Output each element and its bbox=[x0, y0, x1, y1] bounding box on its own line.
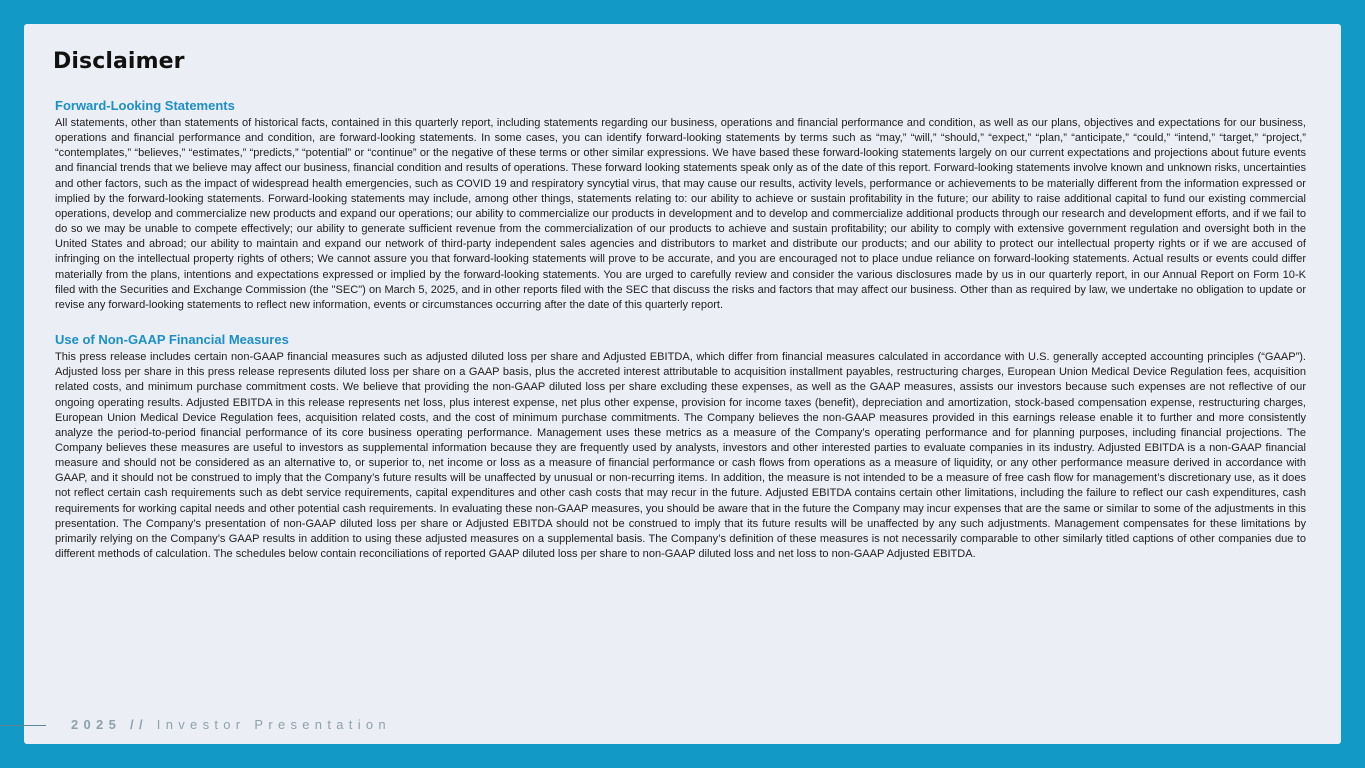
section-body-forward-looking: All statements, other than statements of historical facts, contained in this quarterly report, including statements regarding our business, operations and financial performance and condition, as well as our plans, objectives and expectations for our business, operations and financial performance and condition, are forward-looking statements. In some cases, you can identify forward-looking statements by terms such as “may,” “will,” “should,” “expect,” “plan,” “anticipate,” “could,” “intend,” “target,” “project,” “contemplates,” “believes,” “estimates,” “predicts,” “potential” or “continue” or the negative of these terms or other similar expressions. We have based these forward-looking statements largely on our current expectations and projections about future events and financial trends that we believe may affect our business, financial condition and results of operations. These forward looking statements speak only as of the date of this report. Forward-looking statements involve known and unknown risks, uncertainties and other factors, such as the impact of widespread health emergencies, such as COVID 19 and respiratory syncytial virus, that may cause our results, activity levels, performance or achievements to be materially different from the information expressed or implied by the forward-looking statements. Forward-looking statements may include, among other things, statements relating to: our ability to achieve or sustain profitability in the future; our ability to raise additional capital to fund our existing commercial operations, develop and commercialize new products and expand our operations; our ability to commercialize our products in development and to develop and commercialize additional products through our research and development efforts, and if we fail to do so we may be unable to compete effectively; our ability to generate sufficient revenue from the commercialization of our products to achieve and sustain profitability; our ability to comply with extensive government regulation and oversight both in the United States and abroad; our ability to maintain and expand our network of third-party independent sales agencies and distributors to market and distribute our products; and our ability to protect our intellectual property rights or if we are accused of infringing on the intellectual property rights of others; We cannot assure you that forward-looking statements will prove to be accurate, and you are encouraged not to place undue reliance on forward-looking statements. Actual results or events could differ materially from the plans, intentions and expectations expressed or implied by the forward-looking statements. You are urged to carefully review and consider the various disclosures made by us in our quarterly report, in our Annual Report on Form 10-K filed with the Securities and Exchange Commission (the "SEC") on March 5, 2025, and in other reports filed with the SEC that discuss the risks and factors that may affect our business. Other than as required by law, we undertake no obligation to update or revise any forward-looking statements to reflect new information, events or circumstances occurring after the date of this quarterly report. bbox=[55, 117, 1306, 311]
page-title: Disclaimer bbox=[53, 49, 185, 74]
forward-looking-section bbox=[55, 98, 1306, 313]
footer-label: Investor Presentation bbox=[156, 717, 391, 732]
non-gaap-section bbox=[55, 332, 1306, 562]
footer-year: 2025 bbox=[71, 717, 122, 732]
slide-card bbox=[24, 24, 1341, 744]
footer bbox=[71, 717, 391, 732]
footer-separator: // bbox=[130, 717, 148, 732]
section-body-non-gaap: This press release includes certain non-GAAP financial measures such as adjusted diluted loss per share and Adjusted EBITDA, which differ from financial measures calculated in accordance with U.S. generally accepted accounting principles (“GAAP”). Adjusted loss per share in this press release represents diluted loss per share on a GAAP basis, plus the accreted interest attributable to acquisition installment payables, restructuring charges, European Union Medical Device Regulation fees, acquisition related costs, and minimum purchase commitment costs. We believe that providing the non-GAAP diluted loss per share excluding these expenses, as well as the GAAP measures, assists our investors because such expenses are not reflective of our ongoing operating results. Adjusted EBITDA in this release represents net loss, plus interest expense, net plus other expense, provision for income taxes (benefit), depreciation and amortization, stock-based compensation expense, restructuring charges, European Union Medical Device Regulation fees, acquisition related costs, and the cost of minimum purchase commitments. The Company believes the non-GAAP measures provided in this earnings release enable it to further and more consistently analyze the period-to-period financial performance of its core business operating performance. Management uses these metrics as a measure of the Company’s operating performance and for planning purposes, including financial projections. The Company believes these measures are useful to investors as supplemental information because they are frequently used by analysts, investors and other interested parties to evaluate companies in its industry. Adjusted EBITDA is a non-GAAP financial measure and should not be considered as an alternative to, or superior to, net income or loss as a measure of financial performance or cash flows from operations as a measure of liquidity, or any other performance measure derived in accordance with GAAP, and it should not be construed to imply that the Company’s future results will be unaffected by unusual or non-recurring items. In addition, the measure is not intended to be a measure of free cash flow for management’s discretionary use, as it does not reflect certain cash requirements such as debt service requirements, capital expenditures and other cash costs that may recur in the future. Adjusted EBITDA contains certain other limitations, including the failure to reflect our cash expenditures, cash requirements for working capital needs and other potential cash requirements. In evaluating these non-GAAP measures, you should be aware that in the future the Company may incur expenses that are the same or similar to some of the adjustments in this presentation. The Company’s presentation of non-GAAP diluted loss per share or Adjusted EBITDA should not be construed to imply that its future results will be unaffected by any such adjustments. Management compensates for these limitations by primarily relying on the Company’s GAAP results in addition to using these adjusted measures on a supplemental basis. The Company’s definition of these measures is not necessarily comparable to other similarly titled captions of other companies due to different methods of calculation. The schedules below contain reconciliations of reported GAAP diluted loss per share to non-GAAP diluted loss and net loss to non-GAAP Adjusted EBITDA. bbox=[55, 351, 1306, 561]
section-heading-forward-looking: Forward-Looking Statements bbox=[55, 98, 235, 113]
footer-divider bbox=[0, 725, 46, 726]
section-heading-non-gaap: Use of Non-GAAP Financial Measures bbox=[55, 332, 289, 348]
section-spacer bbox=[55, 313, 1306, 332]
disclaimer-content bbox=[55, 98, 1306, 562]
